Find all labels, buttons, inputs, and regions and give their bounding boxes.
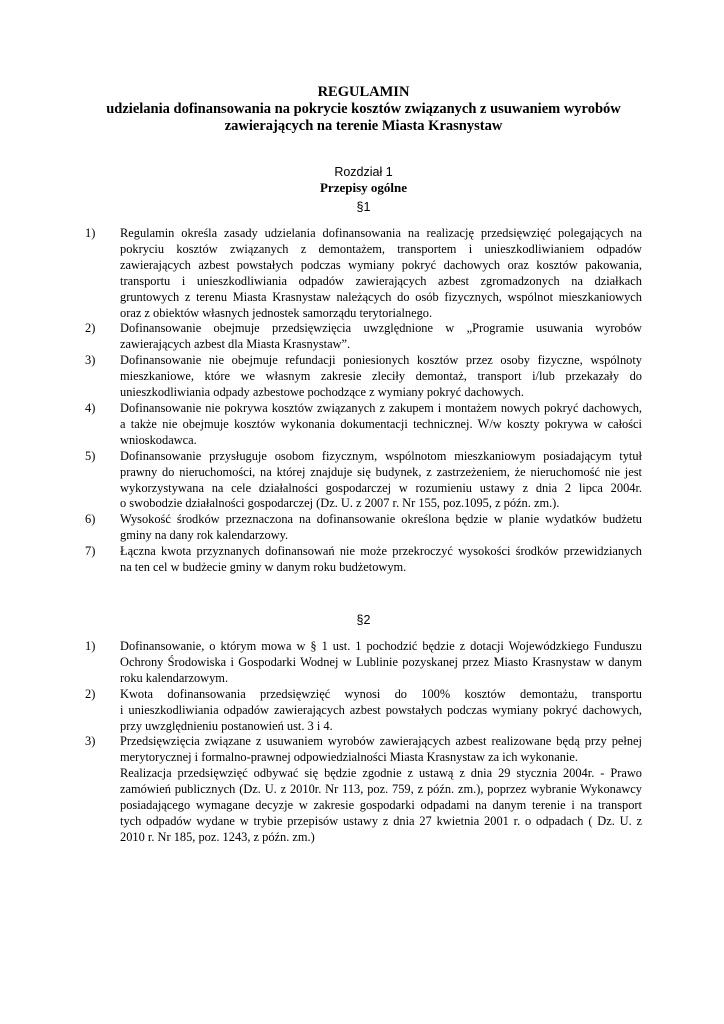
list-item	[85, 639, 642, 687]
item-text-line: mieszkaniowe, które we własnym zakresie zleciły demontaż, transport i/lub przekazały do	[120, 369, 642, 384]
title-line-3: zawierających na terenie Miasta Krasnystaw	[224, 118, 503, 134]
list-item	[85, 449, 642, 513]
item-text-line: a także nie obejmuje kosztów wykonania dokumentacji technicznej. W/w koszty pokrywa w całości	[120, 416, 642, 431]
section-1-heading: §1	[356, 200, 371, 214]
item-text-line: tych odpadów wydane w trybie przepisów ustawy z dnia 27 kwietnia 2001 r. o odpadach ( Dz. U. z	[120, 813, 642, 828]
item-text-line: Dofinansowanie obejmuje przedsięwzięcia uwzględnione w „Programie usuwania wyrobów	[120, 321, 642, 336]
item-text-line: Dofinansowanie, o którym mowa w § 1 ust. 1 pochodzić będzie z dotacji Wojewódzkiego Funduszu	[120, 639, 642, 653]
title-line-2: udzielania dofinansowania na pokrycie kosztów związanych z usuwaniem wyrobów	[106, 101, 621, 117]
item-text-line: Dofinansowanie nie pokrywa kosztów związanych z zakupem i montażem nowych pokryć dachowych,	[120, 400, 642, 415]
item-text-line: Kwota dofinansowania przedsięwzięć wynosi do 100% kosztów demontażu, transportu	[120, 686, 642, 701]
item-text-line: wykorzystywana na cele działalności gospodarczej w rozumieniu ustawy z dnia 2 lipca 2004r.	[120, 480, 642, 495]
document-title	[85, 84, 642, 135]
item-number: 2)	[85, 321, 96, 336]
item-text-line: Regulamin określa zasady udzielania dofinansowania na realizację przedsięwzięć polegających na	[120, 226, 642, 240]
item-text-line: posiadającego wymagane decyzje w zakresie gospodarki odpadami na danym terenie i na transport	[120, 798, 642, 813]
item-text-line: wnioskodawca.	[120, 432, 197, 447]
list-item	[85, 544, 642, 576]
list-item	[85, 401, 642, 449]
item-text-line: przy uwzględnieniu postanowień ust. 3 i 4.	[120, 718, 333, 733]
item-number: 7)	[85, 544, 96, 559]
chapter-name: Przepisy ogólne	[319, 180, 407, 195]
item-text-line: Wysokość środków przeznaczona na dofinansowanie określona będzie w planie wydatków budżetu	[120, 512, 642, 527]
list-item	[85, 734, 642, 766]
item-number: 5)	[85, 448, 96, 463]
item-text-line: zawierających azbest powstałych podczas wymiany pokryć dachowych oraz kosztów pakowania,	[120, 257, 642, 272]
item-text-line: zamówień publicznych (Dz. U. z 2010r. Nr 113, poz. 759, z późn. zm.), poprzez wybranie Wykonawcy	[120, 782, 642, 797]
item-text-line: zawierających azbest dla Miasta Krasnystaw”.	[120, 337, 351, 352]
section-1-list	[85, 226, 642, 576]
item-text-line: roku kalendarzowym.	[120, 670, 229, 685]
chapter-label: Rozdział 1	[334, 165, 393, 179]
item-number: 3)	[85, 353, 96, 368]
item-text-line: Ochrony Środowiska i Gospodarki Wodnej w Lublinie pozyskanej przez Miasto Krasnystaw w danym	[120, 654, 642, 669]
item-number: 2)	[85, 686, 96, 701]
item-text-line: oraz z obiektów własnych jednostek samorządu terytorialnego.	[120, 305, 433, 320]
item-number: 4)	[85, 400, 96, 415]
list-item	[85, 226, 642, 321]
item-text-line: Dofinansowanie przysługuje osobom fizycznym, wspólnotom mieszkaniowym posiadającym tytuł	[120, 448, 642, 463]
item-text-line: Łączna kwota przyznanych dofinansowań nie może przekroczyć wysokości środków przewidzianych	[120, 544, 642, 559]
section-2-heading: §2	[356, 613, 371, 627]
list-item	[85, 512, 642, 544]
item-number: 1)	[85, 639, 96, 653]
list-item	[85, 687, 642, 735]
item-text-line: 2010 r. Nr 185, poz. 1243, z późn. zm.)	[120, 829, 315, 844]
item-text-line: transportu i unieszkodliwiania odpadów zawierających azbest zgromadzonych na działkach	[120, 273, 642, 288]
section-2-list	[85, 639, 642, 846]
item-text-line: na ten cel w budżecie gminy w danym roku budżetowym.	[120, 560, 407, 575]
item-text-line: gruntowych z terenu Miasta Krasnystaw należących do osób fizycznych, wspólnot mieszkaniowych	[120, 289, 642, 304]
item-text-line: prawny do nieruchomości, na której znajduje się budynek, z zastrzeżeniem, że nieruchomość nie jest	[120, 464, 642, 479]
list-item	[85, 766, 642, 846]
item-number: 6)	[85, 512, 96, 527]
item-text-line: unieszkodliwiania odpady azbestowe pochodzące z wymiany pokryć dachowych.	[120, 385, 524, 400]
list-item	[85, 353, 642, 401]
item-text-line: Przedsięwzięcia związane z usuwaniem wyrobów zawierających azbest realizowane będą przy pełnej	[120, 734, 642, 749]
title-line-1: REGULAMIN	[317, 84, 410, 100]
list-item	[85, 321, 642, 353]
item-text-line: o swobodzie działalności gospodarczej (Dz. U. z 2007 r. Nr 155, poz.1095, z późn. zm.).	[120, 496, 560, 511]
item-number: 3)	[85, 734, 96, 749]
item-text-line: pokryciu kosztów związanych z demontażem, transportem i unieszkodliwianiem odpadów	[120, 241, 642, 256]
item-text-line: Dofinansowanie nie obejmuje refundacji poniesionych kosztów przez osoby fizyczne, wspólnoty	[120, 353, 642, 368]
item-number: 1)	[85, 226, 96, 240]
item-text-line: merytorycznej i formalno-prawnej odpowiedzialności Miasta Krasnystaw za ich wykonanie.	[120, 750, 578, 765]
item-text-line: Realizacja przedsięwzięć odbywać się będzie zgodnie z ustawą z dnia 29 stycznia 2004r. - Prawo	[120, 766, 642, 781]
item-text-line: i unieszkodliwiania odpadów zawierających azbest powstałych podczas wymiany pokryć dachowych,	[120, 702, 642, 717]
item-text-line: gminy na dany rok kalendarzowy.	[120, 528, 289, 543]
